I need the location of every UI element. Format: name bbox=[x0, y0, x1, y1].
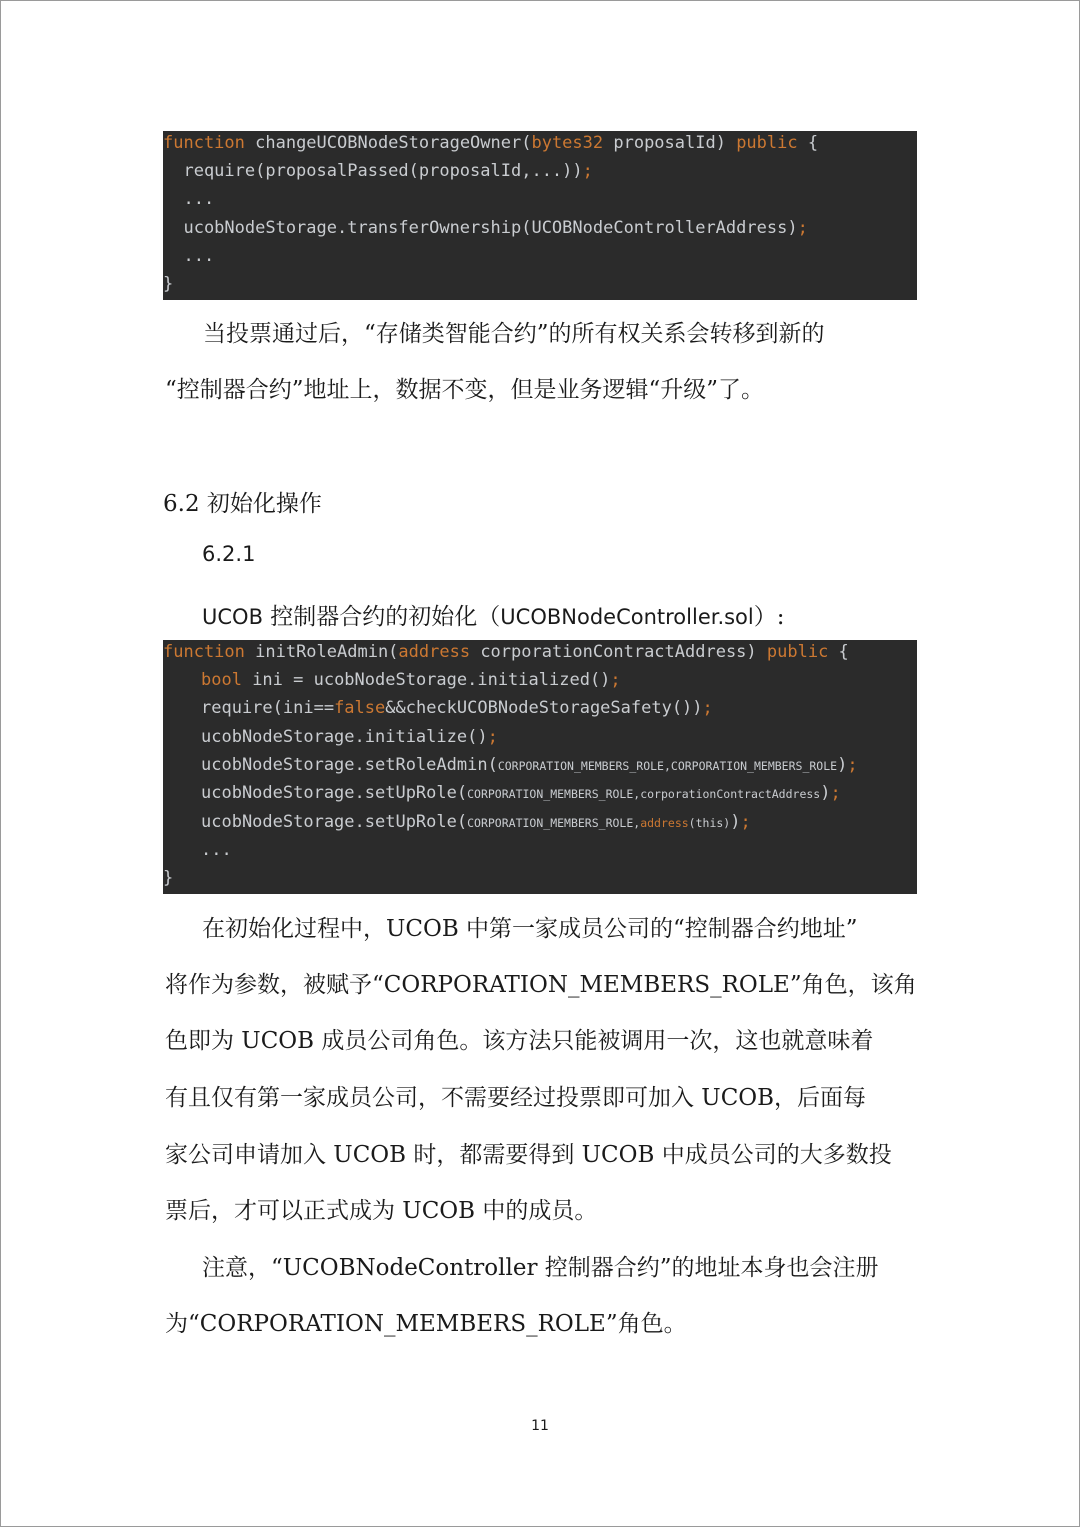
code-semicolon: ; bbox=[797, 218, 808, 238]
code-keyword: function bbox=[163, 133, 245, 153]
paragraph-line: “控制器合约”地址上，数据不变，但是业务逻辑“升级”了。 bbox=[165, 377, 765, 403]
code-line bbox=[201, 783, 841, 803]
code-text: ) bbox=[820, 783, 831, 803]
intro-prefix: UCOB bbox=[202, 605, 263, 629]
code-line bbox=[163, 246, 214, 266]
intro-middle: 控制器合约的初始化（ bbox=[262, 604, 501, 630]
code-text: proposalId) bbox=[603, 133, 737, 153]
paragraph-line: 色即为 UCOB 成员公司角色。该方法只能被调用一次，这也就意味着 bbox=[165, 1028, 874, 1054]
code-block-change-owner bbox=[163, 131, 917, 300]
code-semicolon: ; bbox=[702, 698, 713, 718]
code-line bbox=[201, 840, 232, 860]
section-heading: 6.2 初始化操作 bbox=[163, 491, 322, 517]
code-text: ) bbox=[730, 812, 741, 832]
code-text: ucobNodeStorage.setUpRole( bbox=[201, 812, 468, 832]
code-text: ucobNodeStorage.transferOwnership(UCOBNodeControllerAddress) bbox=[163, 218, 798, 238]
code-text: corporationContractAddress) bbox=[470, 642, 767, 662]
code-semicolon: ; bbox=[847, 755, 858, 775]
code-text: ucobNodeStorage.initialize() bbox=[201, 727, 488, 747]
code-text: ) bbox=[837, 755, 848, 775]
code-args: CORPORATION_MEMBERS_ROLE,CORPORATION_MEMBERS_ROLE bbox=[497, 759, 838, 773]
code-semicolon: ; bbox=[610, 670, 621, 690]
code-line bbox=[163, 218, 808, 238]
subsection-heading: 6.2.1 bbox=[202, 542, 256, 566]
code-line bbox=[201, 670, 621, 690]
code-keyword: bytes32 bbox=[531, 133, 604, 153]
code-line bbox=[163, 133, 818, 153]
paragraph-line: 注意，“UCOBNodeController 控制器合约”的地址本身也会注册 bbox=[202, 1255, 879, 1281]
code-block-init-role-admin bbox=[163, 640, 917, 894]
code-text: require(proposalPassed(proposalId,...)) bbox=[163, 161, 583, 181]
code-line bbox=[163, 642, 849, 662]
code-line bbox=[201, 812, 751, 832]
code-keyword: function bbox=[163, 642, 245, 662]
code-text: } bbox=[163, 274, 174, 294]
paragraph-line: 在初始化过程中，UCOB 中第一家成员公司的“控制器合约地址” bbox=[202, 916, 858, 942]
code-semicolon: ; bbox=[830, 783, 841, 803]
code-line bbox=[163, 189, 214, 209]
paragraph-line: 家公司申请加入 UCOB 时，都需要得到 UCOB 中成员公司的大多数投 bbox=[165, 1142, 892, 1168]
intro-line bbox=[202, 598, 954, 631]
code-line bbox=[163, 161, 593, 181]
intro-filename: UCOBNodeController.sol bbox=[500, 605, 754, 629]
paragraph-line: 有且仅有第一家成员公司，不需要经过投票即可加入 UCOB，后面每 bbox=[165, 1085, 867, 1111]
code-text: ucobNodeStorage.setUpRole( bbox=[201, 783, 468, 803]
code-semicolon: ; bbox=[582, 161, 593, 181]
code-text: ucobNodeStorage.setRoleAdmin( bbox=[201, 755, 498, 775]
code-line bbox=[201, 727, 498, 747]
code-keyword: public bbox=[736, 133, 798, 153]
code-text: &&checkUCOBNodeStorageSafety()) bbox=[385, 698, 703, 718]
page-number: 11 bbox=[531, 1418, 549, 1434]
code-text: { bbox=[797, 133, 819, 153]
code-keyword: public bbox=[766, 642, 829, 662]
code-line bbox=[163, 868, 173, 888]
code-line bbox=[201, 755, 858, 775]
paragraph-line: 为“CORPORATION_MEMBERS_ROLE”角色。 bbox=[165, 1311, 687, 1337]
code-text: { bbox=[828, 642, 849, 662]
code-text: ini = ucobNodeStorage.initialized() bbox=[241, 670, 611, 690]
paragraph-line: 当投票通过后，“存储类智能合约”的所有权关系会转移到新的 bbox=[203, 321, 825, 347]
code-semicolon: ; bbox=[487, 727, 498, 747]
code-keyword: address bbox=[398, 642, 471, 662]
code-text: ... bbox=[163, 246, 215, 266]
code-keyword: false bbox=[334, 698, 386, 718]
paragraph-line: 票后，才可以正式成为 UCOB 中的成员。 bbox=[165, 1198, 598, 1224]
code-text: ... bbox=[163, 189, 215, 209]
code-line bbox=[163, 274, 173, 294]
code-semicolon: ; bbox=[740, 812, 751, 832]
code-args: (this) bbox=[688, 816, 731, 830]
code-line bbox=[201, 698, 713, 718]
code-text: initRoleAdmin( bbox=[244, 642, 399, 662]
code-text: } bbox=[163, 868, 174, 888]
code-text: ... bbox=[201, 840, 232, 860]
code-keyword: address bbox=[640, 816, 689, 830]
code-args: CORPORATION_MEMBERS_ROLE, bbox=[467, 816, 641, 830]
code-text: changeUCOBNodeStorageOwner( bbox=[244, 133, 532, 153]
code-keyword: bool bbox=[201, 670, 242, 690]
code-text: require(ini== bbox=[201, 698, 335, 718]
paragraph-line: 将作为参数，被赋予“CORPORATION_MEMBERS_ROLE”角色，该角 bbox=[165, 972, 917, 998]
intro-suffix: ）: bbox=[753, 604, 785, 630]
code-args: CORPORATION_MEMBERS_ROLE,corporationContractAddress bbox=[467, 787, 821, 801]
